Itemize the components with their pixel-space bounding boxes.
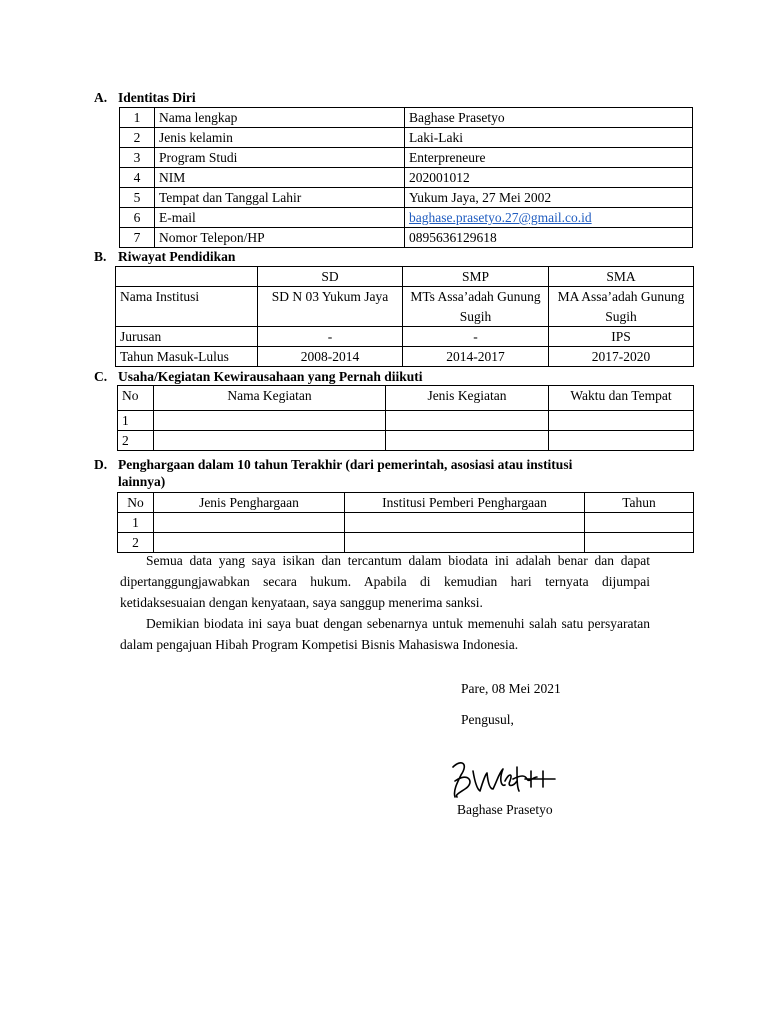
section-a-heading: A. Identitas Diri	[94, 90, 196, 105]
identity-table	[119, 107, 693, 248]
table-row: 1 Nama lengkap Baghase Prasetyo	[120, 108, 693, 128]
table-row: SD SMP SMA	[116, 267, 694, 287]
signer-name: Baghase Prasetyo	[457, 802, 553, 817]
table-row: 1	[118, 411, 694, 431]
statement-paragraph-2: Demikian biodata ini saya buat dengan sebenarnya untuk memenuhi salah satu persyaratan dalam pengajuan Hibah Program Kompetisi Bisnis Mahasiswa Indonesia.	[120, 616, 650, 652]
section-c-heading: C. Usaha/Kegiatan Kewirausahaan yang Pernah diikuti	[94, 369, 423, 384]
table-row: 7 Nomor Telepon/HP 0895636129618	[120, 228, 693, 248]
table-row: 2	[118, 533, 694, 553]
table-row: Jurusan - - IPS	[116, 327, 694, 347]
handwritten-signature	[447, 757, 567, 805]
table-row: 2 Jenis kelamin Laki-Laki	[120, 128, 693, 148]
signer-role: Pengusul,	[461, 712, 514, 727]
table-row: 3 Program Studi Enterpreneure	[120, 148, 693, 168]
table-row: Tahun Masuk-Lulus 2008-2014 2014-2017 2017-2020	[116, 347, 694, 367]
table-row: 4 NIM 202001012	[120, 168, 693, 188]
table-row: No Jenis Penghargaan Institusi Pemberi Penghargaan Tahun	[118, 493, 694, 513]
email-link[interactable]: baghase.prasetyo.27@gmail.co.id	[409, 210, 592, 225]
section-b-heading: B. Riwayat Pendidikan	[94, 249, 236, 264]
table-row: Nama Institusi SD N 03 Yukum Jaya MTs Assa’adah Gunung Sugih MA Assa’adah Gunung Sugih	[116, 287, 694, 327]
statement-paragraph-1: Semua data yang saya isikan dan tercantum dalam biodata ini adalah benar dan dapat dipertanggungjawabkan secara hukum. Apabila di kemudian hari ternyata dijumpai ketidaksesuaian dengan kenyataan, saya sanggup menerima sanksi.	[120, 553, 650, 610]
table-row: 1	[118, 513, 694, 533]
section-d-heading: D. Penghargaan dalam 10 tahun Terakhir (dari pemerintah, asosiasi atau institusi lainnya)	[94, 457, 573, 489]
table-row: 5 Tempat dan Tanggal Lahir Yukum Jaya, 27 Mei 2002	[120, 188, 693, 208]
table-row: No Nama Kegiatan Jenis Kegiatan Waktu dan Tempat	[118, 386, 694, 411]
table-row: 6 E-mail baghase.prasetyo.27@gmail.co.id	[120, 208, 693, 228]
place-date: Pare, 08 Mei 2021	[461, 681, 561, 696]
entrepreneurship-table	[117, 385, 694, 451]
awards-table	[117, 492, 694, 553]
education-table	[115, 266, 694, 367]
table-row: 2	[118, 431, 694, 451]
